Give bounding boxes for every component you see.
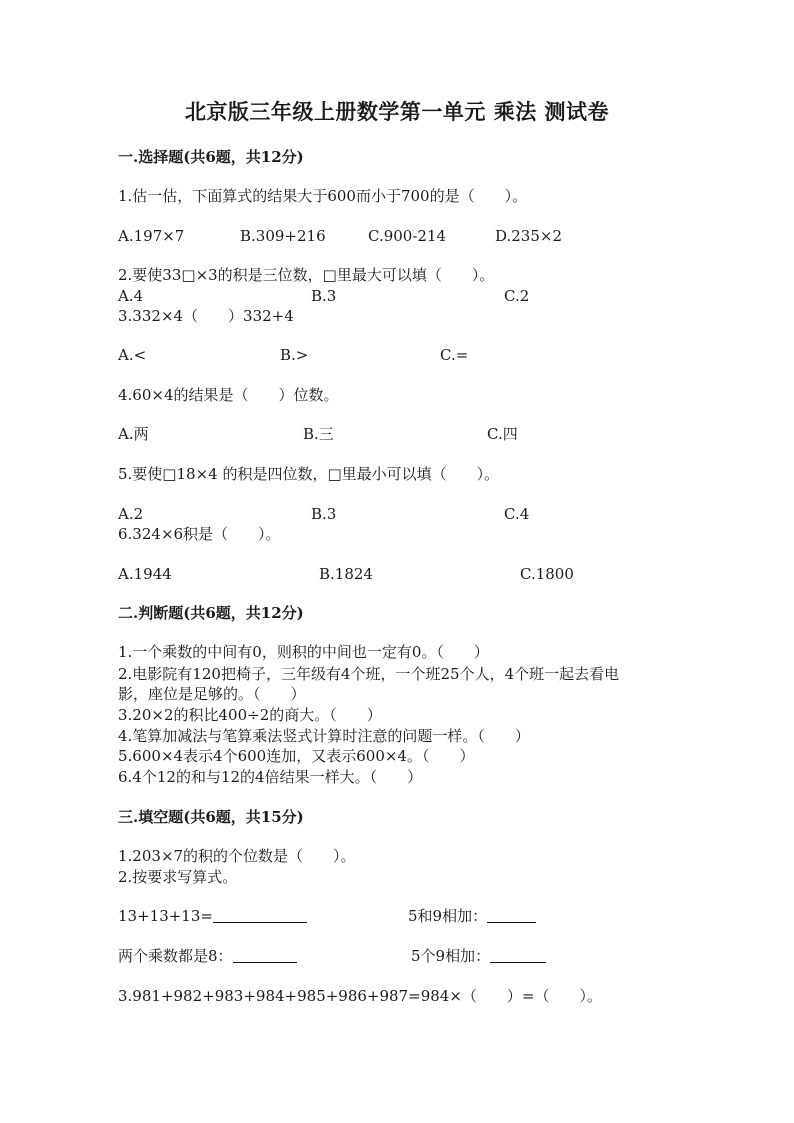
s3-q2-d-label: 5个9相加： (411, 947, 491, 965)
s1-q1-option-b: B.309+216 (240, 227, 326, 245)
s1-q1-option-a: A.197×7 (118, 227, 185, 245)
s1-q2-stem: 2.要使33□×3的积是三位数，□里最大可以填（ ）。 (118, 266, 495, 284)
s1-q4-option-b: B.三 (303, 425, 334, 443)
s1-q4-option-c: C.四 (487, 425, 518, 443)
s1-q2-option-a: A.4 (118, 287, 144, 305)
s3-q2-expression-b (408, 906, 536, 926)
s1-q2-option-b: B.3 (311, 287, 337, 305)
s2-q1: 1.一个乘数的中间有0，则积的中间也一定有0。（ ） (118, 643, 489, 661)
s1-q3-option-a: A.< (118, 346, 147, 364)
page-title: 北京版三年级上册数学第一单元 乘法 测试卷 (184, 99, 610, 124)
s2-q2-line1: 2.电影院有120把椅子，三年级有4个班，一个班25个人，4个班一起去看电 (118, 665, 620, 683)
s1-q5-option-c: C.4 (504, 505, 530, 523)
section2-heading: 二.判断题(共6题，共12分) (118, 604, 304, 622)
s1-q3-option-b: B.> (280, 346, 309, 364)
s3-q2-d-blank[interactable] (490, 947, 546, 963)
s1-q6-stem: 6.324×6积是（ ）。 (118, 525, 281, 543)
s3-q2-a-label: 13+13+13= (118, 907, 213, 925)
s3-q2-c-blank[interactable] (233, 947, 297, 963)
s3-q2-b-label: 5和9相加： (408, 907, 488, 925)
s3-q1: 1.203×7的积的个位数是（ ）。 (118, 847, 356, 865)
s3-q2-expression-c (118, 946, 297, 966)
s2-q5: 5.600×4表示4个600连加，又表示600×4。（ ） (118, 747, 475, 765)
s1-q5-option-b: B.3 (311, 505, 337, 523)
s1-q6-option-c: C.1800 (520, 565, 574, 583)
s1-q5-option-a: A.2 (118, 505, 144, 523)
s2-q6: 6.4个12的和与12的4倍结果一样大。（ ） (118, 768, 423, 786)
s3-q2: 2.按要求写算式。 (118, 868, 238, 886)
s1-q2-option-c: C.2 (504, 287, 530, 305)
s3-q2-b-blank[interactable] (487, 907, 536, 923)
s3-q2-a-blank[interactable] (213, 907, 307, 923)
s1-q1-option-c: C.900-214 (368, 227, 447, 245)
s2-q3: 3.20×2的积比400÷2的商大。（ ） (118, 706, 382, 724)
s1-q6-option-b: B.1824 (319, 565, 373, 583)
s2-q2-line2: 影，座位是足够的。（ ） (118, 685, 306, 703)
s1-q3-option-c: C.= (440, 346, 469, 364)
section3-heading: 三.填空题(共6题，共15分) (118, 808, 304, 826)
s1-q3-stem: 3.332×4（ ）332+4 (118, 307, 294, 325)
s1-q4-stem: 4.60×4的结果是（ ）位数。 (118, 386, 339, 404)
s3-q2-expression-d (411, 946, 546, 966)
s3-q2-expression-a (118, 906, 307, 926)
s1-q1-stem: 1.估一估，下面算式的结果大于600而小于700的是（ ）。 (118, 187, 528, 205)
s2-q4: 4.笔算加减法与笔算乘法竖式计算时注意的问题一样。（ ） (118, 727, 530, 745)
s1-q6-option-a: A.1944 (118, 565, 172, 583)
s1-q5-stem: 5.要使□18×4 的积是四位数，□里最小可以填（ ）。 (118, 465, 500, 483)
s3-q3: 3.981+982+983+984+985+986+987=984×（ ）=（ ）。 (118, 987, 602, 1005)
s3-q2-c-label: 两个乘数都是8： (118, 947, 233, 965)
s1-q1-option-d: D.235×2 (495, 227, 563, 245)
s1-q4-option-a: A.两 (118, 425, 149, 443)
section1-heading: 一.选择题(共6题，共12分) (118, 148, 304, 166)
